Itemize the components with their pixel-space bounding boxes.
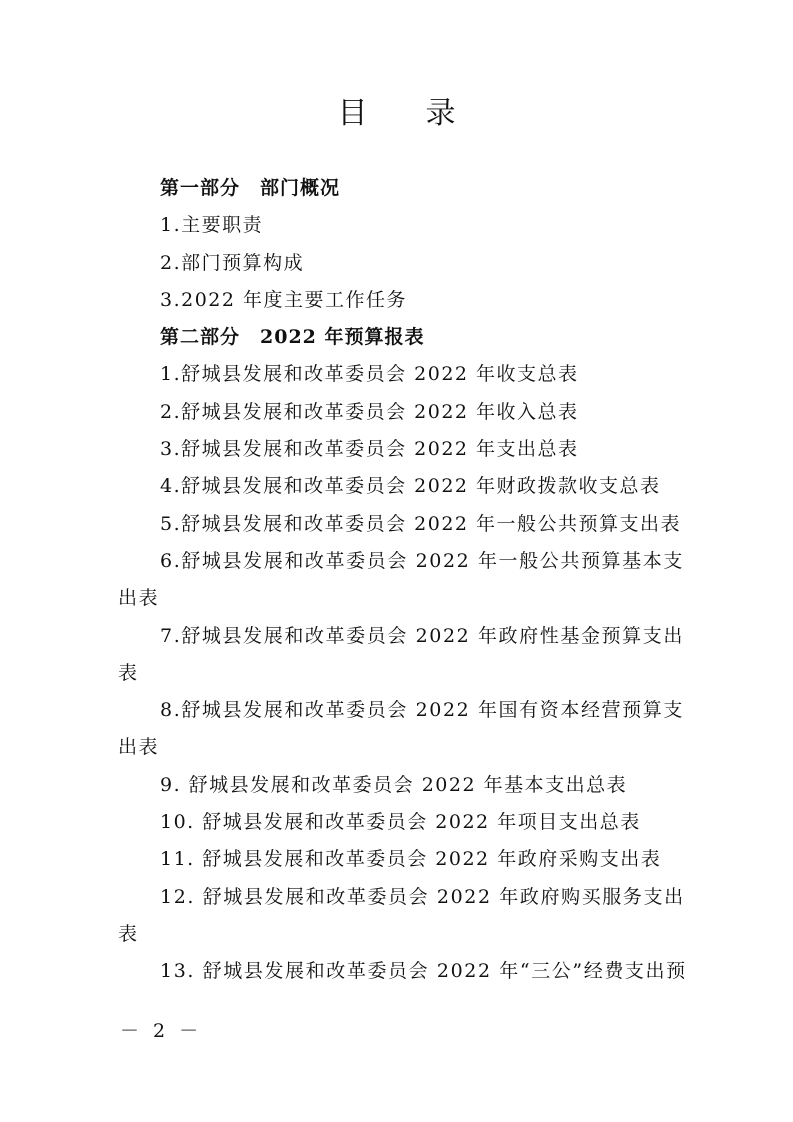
toc-part1-item-2: 2.部门预算构成	[160, 251, 305, 274]
toc-part2-item-1: 1.舒城县发展和改革委员会 2022 年收支总表	[160, 363, 579, 386]
toc-part2-item-8-line-2: 出表	[118, 736, 160, 759]
toc-part2-item-5: 5.舒城县发展和改革委员会 2022 年一般公共预算支出表	[160, 512, 682, 535]
toc-part2-item-11: 11. 舒城县发展和改革委员会 2022 年政府采购支出表	[160, 848, 662, 871]
toc-part2-item-2: 2.舒城县发展和改革委员会 2022 年收入总表	[160, 400, 579, 423]
title-char-2: 录	[425, 96, 456, 131]
toc-part2-item-12-line-1: 12. 舒城县发展和改革委员会 2022 年政府购买服务支出	[160, 885, 685, 908]
table-of-contents	[118, 170, 687, 991]
page-number: － 2 －	[120, 1020, 203, 1042]
toc-part2-heading: 第二部分 2022 年预算报表	[160, 326, 425, 349]
toc-part2-item-13-line-1: 13. 舒城县发展和改革委员会 2022 年“三公”经费支出预	[160, 960, 687, 983]
toc-part2-item-7-line-1: 7.舒城县发展和改革委员会 2022 年政府性基金预算支出	[160, 624, 684, 647]
toc-part2-item-12-line-2: 表	[118, 922, 139, 945]
toc-part2-item-8-line-1: 8.舒城县发展和改革委员会 2022 年国有资本经营预算支	[160, 699, 684, 722]
toc-part1-heading: 第一部分 部门概况	[160, 177, 341, 199]
toc-part1-item-1: 1.主要职责	[160, 214, 264, 237]
toc-part2-item-6-line-2: 出表	[118, 587, 160, 610]
toc-part1-item-3: 3.2022 年度主要工作任务	[160, 288, 408, 311]
toc-part2-item-6-line-1: 6.舒城县发展和改革委员会 2022 年一般公共预算基本支	[160, 549, 684, 572]
title-char-1: 目	[337, 96, 368, 131]
toc-part2-item-4: 4.舒城县发展和改革委员会 2022 年财政拨款收支总表	[160, 475, 661, 498]
toc-part2-item-3: 3.舒城县发展和改革委员会 2022 年支出总表	[160, 438, 579, 461]
page-title	[0, 88, 793, 132]
toc-part2-item-10: 10. 舒城县发展和改革委员会 2022 年项目支出总表	[160, 811, 641, 834]
toc-part2-item-9: 9. 舒城县发展和改革委员会 2022 年基本支出总表	[160, 773, 628, 796]
toc-part2-item-7-line-2: 表	[118, 661, 139, 684]
